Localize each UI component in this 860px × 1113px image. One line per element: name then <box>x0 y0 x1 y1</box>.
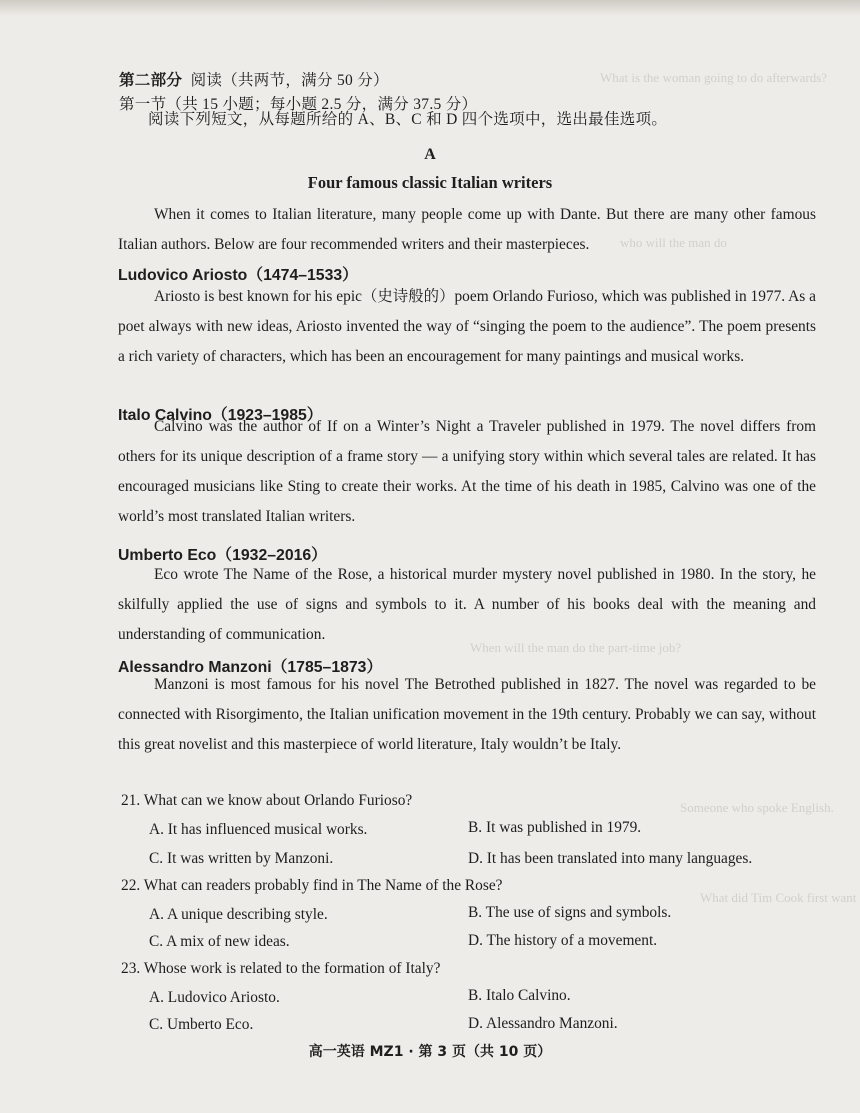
answer-option[interactable]: D. Alessandro Manzoni. <box>468 1015 618 1032</box>
bleed-through: Someone who spoke English. <box>680 800 834 815</box>
answer-option[interactable]: C. Umberto Eco. <box>149 1016 254 1033</box>
answer-option[interactable]: D. It has been translated into many languages. <box>468 850 753 867</box>
answer-option[interactable]: B. Italo Calvino. <box>468 987 571 1004</box>
section-heading: 第一节（共 15 小题；每小题 2.5 分，满分 37.5 分） <box>119 96 478 113</box>
writer-heading: Umberto Eco（1932–2016） <box>118 547 327 564</box>
writer-paragraph <box>118 412 816 532</box>
writer-heading: Ludovico Ariosto（1474–1533） <box>118 267 358 284</box>
question-stem: 23. Whose work is related to the formation of Italy? <box>121 960 441 977</box>
part-desc: 阅读（共两节，满分 50 分） <box>190 72 389 89</box>
part-label: 第二部分 <box>119 72 183 89</box>
answer-option[interactable]: A. Ludovico Ariosto. <box>149 989 280 1006</box>
intro-paragraph <box>118 200 816 260</box>
answer-option[interactable]: C. It was written by Manzoni. <box>149 850 334 867</box>
intro-text: When it comes to Italian literature, many people come up with Dante. But there are many other famous Italian authors. Below are four recommended writers and their masterpieces. <box>118 206 816 253</box>
writer-heading: Alessandro Manzoni（1785–1873） <box>118 659 383 676</box>
question-stem: 22. What can readers probably find in The Name of the Rose? <box>121 877 503 894</box>
writer-text: Calvino was the author of If on a Winter’s Night a Traveler published in 1979. The novel differs from others for its unique description of a frame story — a unifying story within which several tales are related. It has encouraged musicians like Sting to create their works. At the time of his death in 1985, Calvino was one of the world’s most translated Italian writers. <box>118 418 816 525</box>
writer-text: Ariosto is best known for his epic（史诗般的）poem Orlando Furioso, which was published in 1977. As a poet always with new ideas, Ariosto invented the way of “singing the poem to the audience”. The poem presents a rich variety of characters, which has been an encouragement for many paintings and musical works. <box>118 288 816 365</box>
bleed-through: What did Tim Cook first want <box>700 890 857 905</box>
answer-option[interactable]: D. The history of a movement. <box>468 932 658 949</box>
writer-heading: Italo Calvino（1923–1985） <box>118 407 323 424</box>
bleed-through: who will the man do <box>620 235 727 250</box>
page-edge <box>0 0 860 16</box>
writer-paragraph <box>118 560 816 650</box>
answer-option[interactable]: B. The use of signs and symbols. <box>468 904 672 921</box>
answer-option[interactable]: C. A mix of new ideas. <box>149 933 290 950</box>
writer-paragraph <box>118 670 816 760</box>
question-stem: 21. What can we know about Orlando Furioso? <box>121 792 413 809</box>
instruction: 阅读下列短文，从每题所给的 A、B、C 和 D 四个选项中，选出最佳选项。 <box>148 111 668 128</box>
writer-paragraph <box>118 282 816 372</box>
bleed-through: When will the man do the part-time job? <box>470 640 682 655</box>
writer-text: Eco wrote The Name of the Rose, a historical murder mystery novel published in 1980. In the story, he skilfully applied the use of signs and symbols to it. A number of his books deal with the meaning and understanding of communication. <box>118 566 816 643</box>
answer-option[interactable]: A. It has influenced musical works. <box>149 821 368 838</box>
passage-title: Four famous classic Italian writers <box>307 173 553 192</box>
part-heading <box>119 68 389 90</box>
answer-option[interactable]: A. A unique describing style. <box>149 906 328 923</box>
bleed-through: What is the woman going to do afterwards? <box>600 70 828 85</box>
writer-text: Manzoni is most famous for his novel The Betrothed published in 1827. The novel was regarded to be connected with Risorgimento, the Italian unification movement in the 19th century. Probably we can say, without this great novelist and this masterpiece of world literature, Italy wouldn’t be Italy. <box>118 676 816 753</box>
answer-option[interactable]: B. It was published in 1979. <box>468 819 642 836</box>
passage-label: A <box>424 146 436 163</box>
page-footer: 高一英语 MZ1 · 第 3 页（共 10 页） <box>308 1044 552 1060</box>
